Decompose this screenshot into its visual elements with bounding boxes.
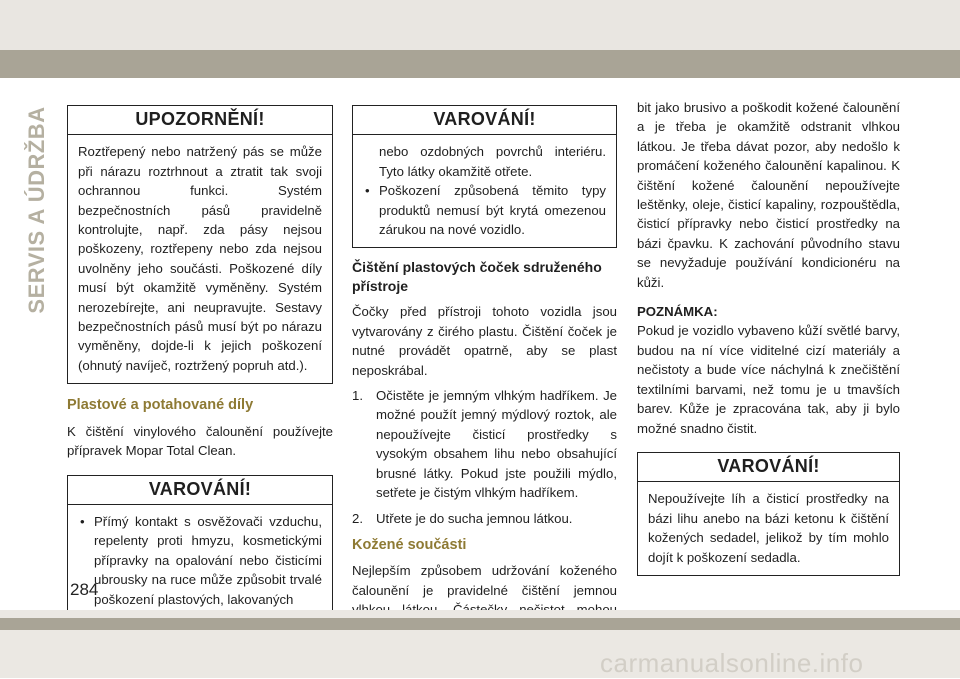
leather-care-text: bit jako brusivo a poškodit kožené čalounění a je třeba je okamžitě odstranit vlhkou látkou. Je třeba dávat pozor, aby nedošlo k promáčení koženého čalounění kapalinou. K čištění kožené čalounění nepoužívejte leštěnky, oleje, čisticí kapaliny, rozpouštědla, čisticí přípravky nebo čisticí prostředky na bázi čpavku. K zachování původního stavu se nevyžaduje používání kondicionéru na kůži.: [637, 100, 900, 290]
caution-text: Roztřepený nebo natržený pás se může při nárazu roztrhnout a ztratit tak svoji ochrannou funkci. Systém bezpečnostních pásů pravidelně kontrolujte, např. zda pásy nejsou poškozeny, roztřepeny nebo zda nejsou uvolněny jeho součásti. Poškozené díly musí být okamžitě vyměněny. Systém nerozebírejte, ani neupravujte. Sestavy bezpečnostních pásů musí být po nárazu vyměněny, dojde-li k jejich poškození (ohnutý navíječ, roztržený popruh atd.).: [78, 144, 322, 373]
header-bar: [0, 50, 960, 78]
warning-continued-text: nebo ozdobných povrchů interiéru. Tyto látky okamžitě otřete.: [379, 144, 606, 179]
caution-title: UPOZORNĚNÍ!: [68, 106, 332, 135]
warning-title: VAROVÁNÍ!: [353, 106, 616, 135]
lens-cleaning-steps: [352, 386, 617, 528]
page-number: 284: [70, 580, 99, 599]
step-item: [352, 509, 617, 528]
step-text: Utřete je do sucha jemnou látkou.: [376, 510, 573, 526]
step-item: [352, 386, 617, 502]
warning-bullet: • Poškození způsobená těmito typy produktů nemusí být krytá omezenou zárukou na nové vozidlo.: [363, 181, 606, 239]
step-text: Očistěte je jemným vlhkým hadříkem. Je možné použít jemný mýdlový roztok, ale nepoužívejte čisticí prostředky s vysokým obsahem lihu nebo obsahující brusné látky. Pokud jste použili mýdlo, setřete je čistým vlhkým hadříkem.: [376, 388, 617, 501]
section-title-leather: Kožené součásti: [352, 536, 467, 553]
footer-bar: [0, 618, 960, 630]
warning-title: VAROVÁNÍ!: [638, 453, 899, 482]
warning-body: [353, 135, 616, 247]
caution-box: [67, 105, 333, 384]
section-title-plastic-parts: Plastové a potahované díly: [67, 397, 254, 414]
watermark-text: carmanualsonline.info: [600, 648, 864, 678]
header-band: [0, 0, 960, 50]
warning-box-continued: [352, 105, 617, 248]
warning-body: [68, 505, 332, 617]
note-text: Pokud je vozidlo vybaveno kůží světlé barvy, budou na ní více viditelné cizí materiály a nečistoty a bude více náchylná k znečištění textilními barvami, než tomu je u tmavších barev. Kůže je zpracována tak, aby ji bylo možné snadno čistit.: [637, 323, 900, 436]
subheading-lens-cleaning: Čištění plastových čoček sdruženého přístroje: [352, 259, 602, 295]
step-number: 1.: [352, 388, 363, 404]
warning-bullet: • Přímý kontakt s osvěžovači vzduchu, repelenty proti hmyzu, kosmetickými přípravky na opalování nebo čisticími ubrousky na ruce může způsobit trvalé poškození plastových, lakovaných: [78, 512, 322, 609]
column-3: [637, 98, 900, 576]
warning-box: [67, 475, 333, 618]
section-text-plastic-parts: K čištění vinylového čalounění používejte přípravek Mopar Total Clean.: [67, 423, 333, 459]
step-number: 2.: [352, 510, 363, 526]
section-text-leather: Nejlepším způsobem udržování koženého čalounění je pravidelné čištění jemnou: [352, 563, 617, 598]
chapter-title: SERVIS A ÚDRŽBA: [24, 106, 49, 314]
lens-cleaning-intro: Čočky před přístroji tohoto vozidla jsou vytvarovány z čirého plastu. Čištění čoček je nutné provádět opatrně, aby se plast neposkrábal.: [352, 304, 617, 378]
note-title: POZNÁMKA:: [637, 304, 718, 320]
column-1: [67, 105, 333, 618]
warning-box: [637, 452, 900, 576]
column-2: [352, 105, 617, 645]
chapter-side-tab: [22, 105, 52, 315]
warning-title: VAROVÁNÍ!: [68, 476, 332, 505]
warning-text: Nepoužívejte líh a čisticí prostředky na bázi lihu anebo na bázi ketonu k čištění kožených sedadel, jelikož by tím mohlo dojít k poškození sedadla.: [648, 491, 889, 565]
